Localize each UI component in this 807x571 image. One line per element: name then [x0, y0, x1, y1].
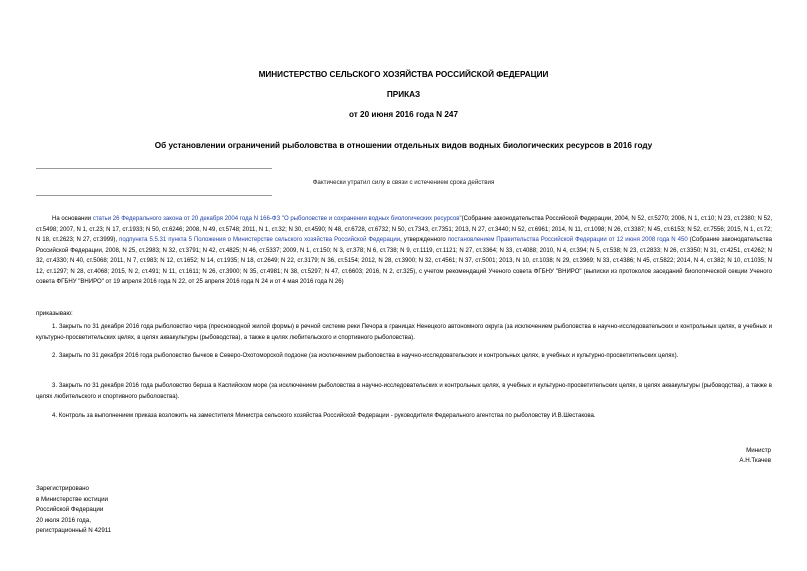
order-item-3-text: 3. Закрыть по 31 декабря 2016 года рыболовство берша в Каспийском море (за исключением рыболовства в научно-исследовательских и контрольных целях, в учебных и культурно-просветительских целях, в целях аквакультуры (рыбоводства), а также в целях любительского и спортивного рыболовства).	[36, 383, 772, 400]
order-item-2-text: 2. Закрыть по 31 декабря 2016 года рыболовство бычков в Северо-Охотоморской подзоне (за исключением рыболовства в научно-исследовательских и контрольных целях, в учебных и культурно-просветительских целях).	[52, 353, 679, 359]
order-item-3	[36, 381, 772, 402]
status-note: Фактически утратил силу в связи с истечением срока действия	[312, 179, 495, 186]
registration-line-1: Зарегистрировано	[36, 485, 89, 492]
order-item-4	[36, 411, 772, 422]
government-decree-link[interactable]: постановлением Правительства Российской Федерации от 12 июня 2008 года N 450	[447, 237, 688, 243]
order-item-2	[36, 351, 772, 362]
order-item-1	[36, 322, 772, 343]
law-link[interactable]: статьи 26 Федерального закона от 20 декабря 2004 года N 166-ФЗ "О рыболовстве и сохранении водных биологических ресурсов"	[92, 216, 462, 222]
signer-name: А.Н.Ткачев	[739, 457, 771, 464]
regulation-subpoint-link[interactable]: подпункта 5.5.31 пункта 5 Положения о Министерстве сельского хозяйства Российской Федерации	[119, 237, 401, 243]
document-title: Об установлении ограничений рыболовства в отношении отдельных видов водных биологических ресурсов в 2016 году	[154, 141, 653, 150]
signer-position: Министр	[746, 447, 771, 454]
registration-line-2: в Министерстве юстиции	[36, 495, 109, 503]
order-item-1-text: 1. Закрыть по 31 декабря 2016 года рыболовство чира (пресноводной жилой формы) в речной системе реки Печора в границах Ненецкого автономного округа (за исключением рыболовства в научно-исследовательских и контрольных целях, в учебных и культурно-просветительских целях, в целях аквакультуры (рыбоводства), а также в целях любительского и спортивного рыболовства).	[36, 324, 772, 341]
basis-paragraph	[36, 214, 772, 288]
top-divider	[36, 168, 272, 169]
registration-line-5: регистрационный N 42911	[36, 527, 112, 535]
ministry-heading: МИНИСТЕРСТВО СЕЛЬСКОГО ХОЗЯЙСТВА РОССИЙСКОЙ ФЕДЕРАЦИИ	[258, 70, 549, 79]
basis-prefix: На основании	[52, 216, 93, 222]
basis-citation-1: (Собрание законодательства Российской Федерации, 2004, N 52, ст.5270; 2006, N 1, ст.10; N 23, ст.2380; N 52, ст.5498; 2007, N 1, ст.23; N 17, ст.1933; N 50, ст.6246; 2008, N 49, ст.5748; 2011, N 1, ст.32; N 30, ст.4590; N 48, ст.6728, ст.6732; N 50, ст.7343, ст.7351; 2013, N 27, ст.3440; N 52, ст.6961; 2014, N 11, ст.1098; N 26, ст.3387; N 45, ст.6153; N 52, ст.7556; 2015, N 1, ст.72; N 18, ст.2623; N 27, ст.3999),	[36, 216, 773, 243]
doc-type-heading: ПРИКАЗ	[386, 90, 421, 99]
bottom-divider	[36, 195, 272, 196]
order-word: приказываю:	[36, 310, 73, 317]
order-item-4-text: 4. Контроль за выполнением приказа возложить на заместителя Министра сельского хозяйства Российской Федерации - руководителя Федерального агентства по рыболовству И.В.Шестакова.	[52, 413, 596, 419]
basis-connector: , утвержденного	[400, 237, 448, 243]
date-number-heading: от 20 июня 2016 года N 247	[348, 110, 459, 119]
registration-line-4: 20 июля 2016 года,	[36, 516, 91, 524]
signature-block	[739, 446, 771, 466]
basis-citation-2: (Собрание законодательства Российской Федерации, 2008, N 25, ст.2983; N 32, ст.3791; N 42, ст.4825; N 46, ст.5337; 2009, N 1, ст.150; N 3, ст.378; N 6, ст.738; N 9, ст.1119, ст.1121; N 27, ст.3364; N 33, ст.4088; 2010, N 4, ст.394; N 5, ст.538; N 23, ст.2833; N 26, ст.3350; N 31, ст.4251, ст.4262; N 32, ст.4330; N 40, ст.5068; 2011, N 7, ст.983; N 12, ст.1652; N 14, ст.1935; N 18, ст.2649; N 22, ст.3179; N 36, ст.5154; 2012, N 28, ст.3900; N 32, ст.4561; N 37, ст.5001; 2013, N 10, ст.1038; N 29, ст.3969; N 33, ст.4386; N 45, ст.5822; 2014, N 4, ст.382; N 10, ст.1035; N 12, ст.1297; N 28, ст.4068; 2015, N 2, ст.491; N 11, ст.1611; N 26, ст.3900; N 35, ст.4981; N 38, ст.5297; N 47, ст.6603; 2016, N 2, ст.325), с учетом рекомендаций Ученого совета ФГБНУ "ВНИРО" (выписки из протоколов заседаний биологической секции Ученого совета ФГБНУ "ВНИРО" от 19 апреля 2016 года N 22, от 25 апреля 2016 года N 24 и от 4 мая 2016 года N 26)	[36, 237, 772, 285]
registration-block	[36, 484, 111, 537]
registration-line-3: Российской Федерации	[36, 506, 104, 514]
